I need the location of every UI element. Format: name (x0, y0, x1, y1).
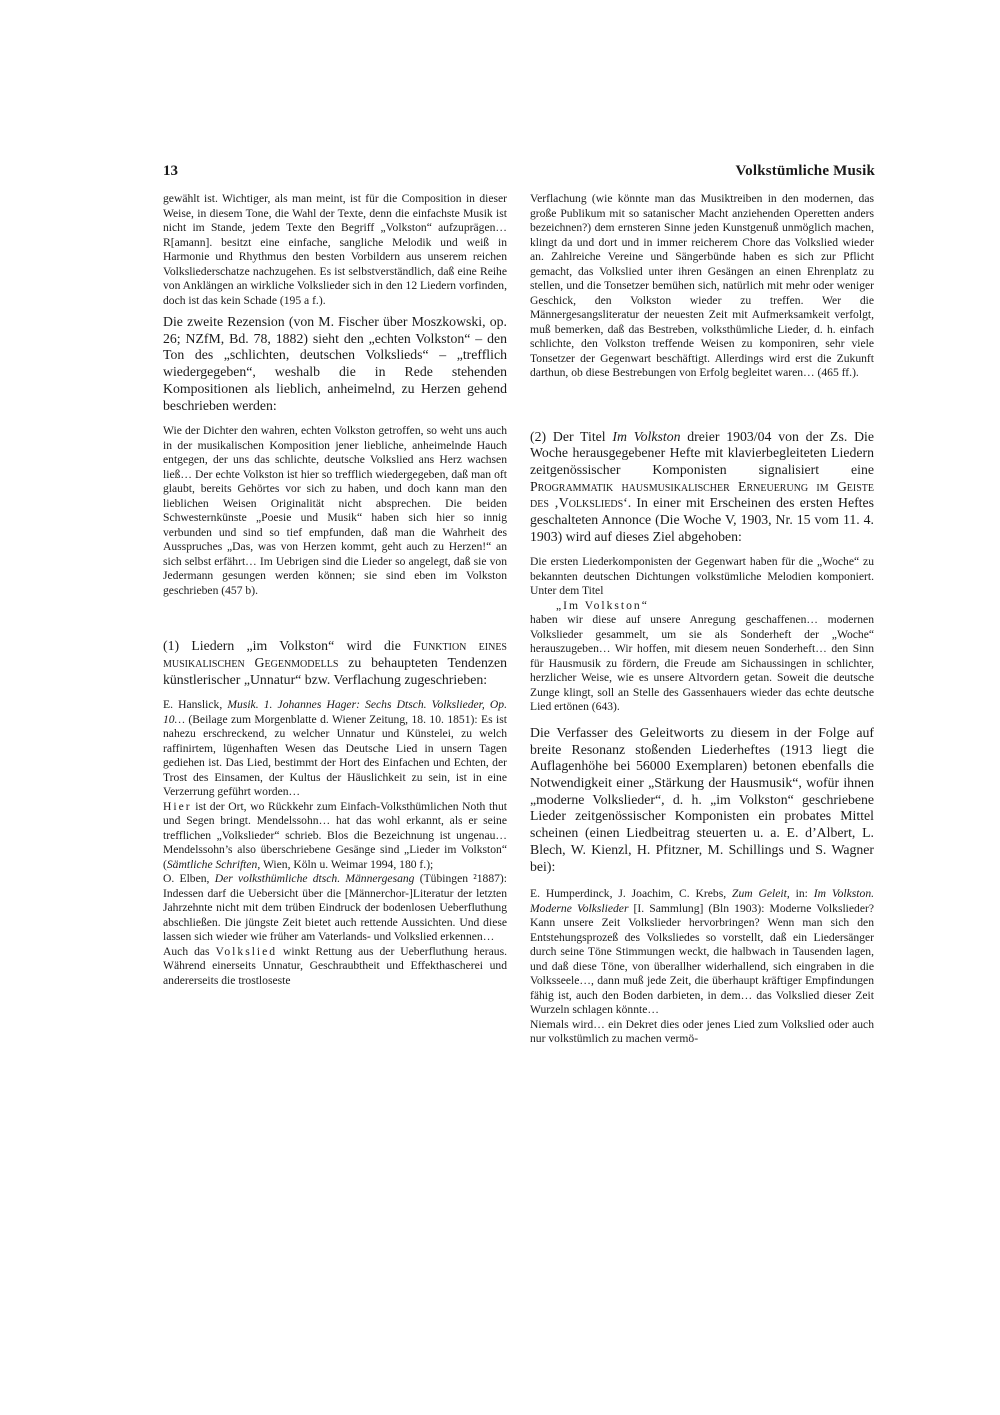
quote-paragraph (163, 800, 507, 873)
spaced-word: Hier (163, 799, 192, 813)
text-span: O. Elben, (163, 872, 215, 886)
citation-paragraph (163, 698, 507, 800)
page-number: 13 (163, 163, 178, 179)
spaced-word: Volkslied (215, 944, 278, 958)
text-span: [I. Sammlung] (Bln 1903): Moderne Volkslieder? Kann unsere Zeit Volkslieder hervorbringen? Wenn man sich den Entstehungsprozeß des Volksliedes so vorstellt, daß ein Liedersänger durch seine Töne Stimmungen weckt, die halbwach in Tausenden lagen, und daß diese Töne, von überallher widerhallend, sich eingraben in die Volksseele…, dann muß jede Zeit, die überhaupt kräftiger Empfindungen fähig ist, auch den Boden darbieten, in dem… das Volkslied dieser Zeit Wurzeln schlagen könnte… (530, 901, 874, 1017)
small-caps-term: Programmatik hausmusikalischer Erneuerung im Geiste des ‚Volkslieds‘ (530, 478, 874, 511)
citation-paragraph (530, 887, 874, 1018)
right-column (530, 192, 874, 1047)
text-span: , Wien, Köln u. Weimar 1994, 180 f.); (257, 857, 434, 871)
left-column (163, 192, 507, 988)
italic-title: Der volksthümliche dtsch. Männergesang (214, 872, 415, 886)
text-span: (Tübingen ²1887): Indessen darf die Uebersicht über die [Männerchor-]Literatur der letzten Jahrzehnte nicht mit dem trüben Eindruck der bodenlosen Ueberfluthung abschließen. Die jüngste Zeit bietet auch rettende Aussichten. Und diese lassen sich wieder wie früher am Vaterlands- und Volkslied erkennen… (163, 872, 507, 944)
text-span: Auch das (163, 944, 216, 958)
text-span: ist der Ort, wo Rückkehr zum Einfach-Volksthümlichen Noth thut und Segen bringt. Mendelssohn… hat das wohl erkannt, als er seine trefflichen „Volkslieder“ schrieb. Blos die Bezeichnung ist ungenau… Mendelssohn’s also überschriebene Gesänge sind „Lieder im Volkston“ ( (163, 799, 507, 871)
quote-paragraph (163, 945, 507, 989)
quote-block (530, 555, 874, 715)
text-span: . In einer mit Erscheinen des ersten Heftes geschalteten Annonce (Die Woche V, 1903, Nr. 15 vom 11. 4. 1903) wird auf dieses Ziel abgehoben: (530, 495, 874, 544)
page-header (163, 163, 875, 185)
italic-title: Im Volkston. Moderne Volkslieder (530, 887, 875, 915)
quote-paragraph: Die ersten Liederkomponisten der Gegenwart haben für die „Woche“ zu bekannten deutschen Dichtungen volkstümliche Melodien komponiert. Unter dem Titel (530, 555, 874, 598)
italic-title: Zum Geleit (732, 887, 787, 901)
quote-paragraph: gewählt ist. Wichtiger, als man meint, ist für die Composition in dieser Weise, in diesem Tone, die Wahl der Texte, denn die einfachste Musik ist nicht im Stande, jedem Texte den Begriff „Volkston“ aufzuprägen… R[amann]. besitzt eine einfache, sangliche Melodik und weiß in Harmonie und Rhythmus den besten Vorbildern aus unserem reichen Volksliederschatze nachzugehen. Es ist selbstverständlich, daß eine Reihe von Anklängen an wirkliche Volkslieder sich in den 12 Liedern vorfinden, doch ist das kein Schade (195 a f.). (163, 192, 507, 307)
text-span: dreier 1903/04 von der Zs. Die Woche herausgegebener Hefte mit klavierbegleiteten Liedern zeitgenössischer Komponisten signalisiert eine (530, 428, 874, 477)
quote-paragraph: Wie der Dichter den wahren, echten Volkston getroffen, so weht uns auch in der musikalischen Komposition jener liebliche, anheimelnde Hauch entgegen, der uns das schlichte, deutsche Volkslied ans Herz wachsen ließ… Der echte Volkston ist hier so trefflich wiedergegeben, daß man oft glaubt, bereits Gehörtes vor sich zu haben, und doch kann man den lieblichen Weisen Originalität nicht absprechen. Die beiden Schwesternkünste „Poesie und Musik“ haben sich hier so innig verbunden und sind so tief empfunden, daß man die Wahrheit des Ausspruches „Das, was von Herzen kommt, geht auch zu Herzen!“ an sich selbst erfährt… Im Uebrigen sind die Lieder so angelegt, daß sie von Jedermann gesungen werden können; sie sind eben im Volkston geschrieben (457 b). (163, 424, 507, 597)
text-span: zu behaupteten Tendenzen künstlerischer „Unnatur“ bzw. Verflachung zugeschrieben: (163, 654, 507, 687)
text-span: winkt Rettung aus der Ueberfluthung heraus. Während einerseits Unnatur, Geschraubtheit und Effekthascherei und andererseits die trostloseste (163, 944, 507, 987)
quoted-title (530, 599, 874, 614)
italic-title: Im Volkston (612, 428, 681, 444)
small-caps-term: Funktion eines musikalischen Gegenmodells (163, 638, 507, 670)
quote-paragraph: Verflachung (wie könnte man das Musiktreiben in den modernen, das große Publikum mit so satanischer Macht anziehenden Operetten anders bezeichnen?) dem ernsteren Sinne jeden Kunstgenuß unmöglich machen, klingt da und dort und in immer reicherem Chore das Volkslied wieder an. Zahlreiche Vereine und Sängerbünde haben es sich zur Pflicht gemacht, das Volkslied unter ihren Gesängen an einen Ehrenplatz zu stellen, und die Tonsetzer bemühen sich, natürlich mit mehr oder weniger Geschick, den Volkston wieder zu treffen. Wer die Männergesangsliteratur der neuesten Zeit mit Aufmerksamkeit verfolgt, muß bemerken, daß das Bestreben, volksthümliche Lieder, d. h. einfach schlichte, den Volkston treffende Weisen zu komponiren, sehr viele Tonsetzer der Gegenwart beschäftigt. Allerdings wird erst die Zukunft darthun, ob diese Bestrebungen von Erfolg begleitet waren… (465 ff.). (530, 192, 874, 379)
text-span: (2) Der Titel (530, 428, 613, 444)
text-span: (Beilage zum Morgenblatte d. Wiener Zeitung, 18. 10. 1851): Es ist nahezu erschreckend, zu welcher Unnatur und Künstelei, zu welch raffinirtem, lügenhaften Wesen das Deutsche Lied in unsern Tagen gediehen ist. Das Lied, bestimmt der Hort des Einfachen und Echten, der Trost des Einsamen, der Kultus der Häuslichkeit zu sein, ist in eine Verzerrung geführt worden… (163, 712, 507, 799)
italic-title: Musik. 1. Johannes Hager: Sechs Dtsch. Volkslieder, Op. 10… (163, 698, 508, 726)
text-span: (1) Liedern „im Volkston“ wird die (163, 638, 414, 654)
text-span: E. Humperdinck, J. Joachim, C. Krebs, (530, 887, 733, 901)
italic-title: Sämtliche Schriften (166, 857, 258, 871)
text-span: E. Hanslick, (163, 698, 228, 712)
quote-paragraph: haben wir diese auf unsere Anregung geschaffenen… modernen Volkslieder gesammelt, um sie als Sonderheft der „Woche“ herauszugeben… Wir hoffen, mit diesem neuen Sonderheft… den Sinn für Hausmusik zu fördern, die Freude am Sichaussingen in schlichter, herzlicher Weise, wie es unsere Altvordern getan. Soweit die deutsche Zunge klingt, soll an Stelle des Gassenhauers wieder das echte deutsche Lied ertönen (643). (530, 613, 874, 714)
quote-paragraph: Niemals wird… ein Dekret dies oder jenes Lied zum Volkslied oder auch nur volkstümlich zu machen vermö- (530, 1017, 874, 1046)
section-paragraph (530, 429, 874, 546)
running-title: Volkstümliche Musik (735, 163, 875, 179)
text-span: , in: (786, 887, 814, 901)
body-paragraph: Die zweite Rezension (von M. Fischer über Moszkowski, op. 26; NZfM, Bd. 78, 1882) sieht den „echten Volkston“ – den Ton des „schlichten, deutschen Volkslieds“ – „trefflich wiedergegeben“, weshalb die in Rede stehenden Kompositionen als lieblich, anheimelnd, zu Herzen gehend beschrieben werden: (163, 314, 507, 413)
spaced-title: „Im Volkston“ (556, 598, 649, 612)
section-paragraph (163, 638, 507, 688)
citation-paragraph (163, 872, 507, 945)
body-paragraph: Die Verfasser des Geleitworts zu diesem in der Folge auf breite Resonanz stoßenden Liederheftes (1913 liegt die Auflagenhöhe bei 56000 Exemplaren) betonen ebenfalls die Notwendigkeit einer „Stärkung der Hausmusik“, wofür ihnen „moderne Volkslieder“, d. h. „im Volkston“ geschriebene Lieder zeitgenössischer Komponisten ein probates Mittel scheinen (einen Liedbeitrag steuerten u. a. E. d’Albert, L. Blech, W. Kienzl, H. Pfitzner, M. Schillings und S. Wagner bei): (530, 724, 874, 874)
